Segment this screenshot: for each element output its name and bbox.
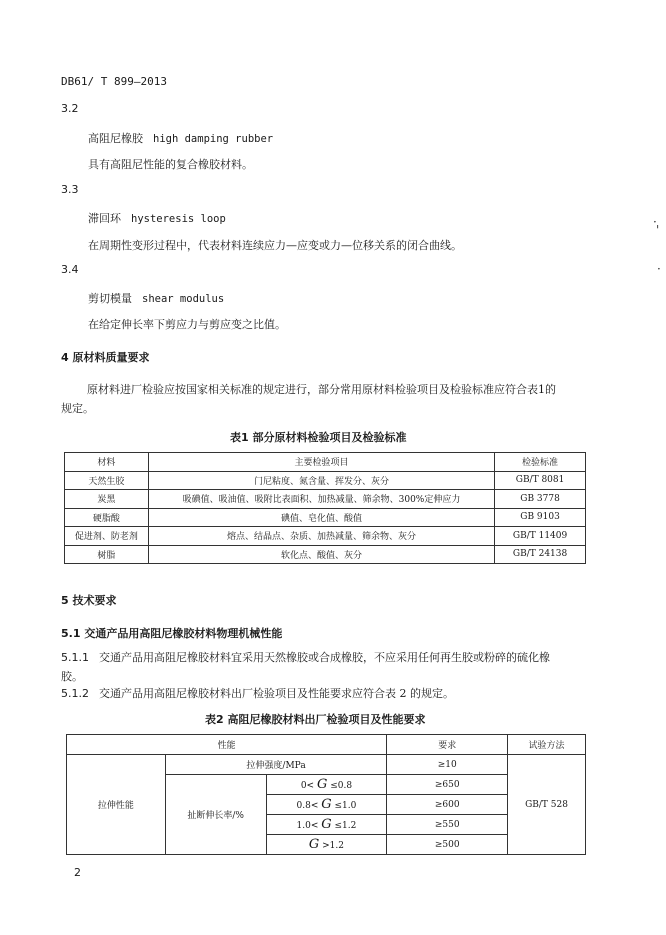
paragraph-line: 胶。	[61, 670, 83, 683]
clause-number: 3.3	[61, 183, 79, 196]
table-cell: 天然生胶	[65, 471, 149, 490]
header-cell: 主要检验项目	[148, 453, 494, 472]
table-cell: 促进剂、防老剂	[65, 527, 149, 546]
shear-modulus-symbol: G	[308, 837, 320, 852]
condition-lower: 0<	[300, 781, 317, 791]
table-row	[65, 471, 586, 490]
table-cell: ≥600	[387, 795, 508, 815]
section-heading: 5 技术要求	[61, 594, 117, 607]
condition-cell	[266, 815, 387, 835]
table-row	[65, 508, 586, 527]
properties-table	[66, 734, 586, 855]
table-caption: 表1 部分原材料检验项目及检验标准	[230, 431, 407, 444]
header-cell: 要求	[387, 735, 508, 755]
term-heading	[88, 210, 226, 226]
table-header-row	[67, 735, 586, 755]
method-cell: GB/T 528	[508, 755, 586, 855]
condition-lower: 0.8<	[296, 801, 322, 811]
group-cell: 拉伸性能	[67, 755, 166, 855]
condition-cell	[266, 795, 387, 815]
header-cell: 检验标准	[495, 453, 586, 472]
table-cell: 软化点、酸值、灰分	[148, 545, 494, 564]
table-cell: ≥550	[387, 815, 508, 835]
scan-mark: '	[656, 223, 660, 237]
subsection-heading: 5.1 交通产品用高阻尼橡胶材料物理机械性能	[61, 627, 283, 640]
table-row	[65, 545, 586, 564]
term-en: high damping rubber	[153, 133, 274, 145]
paragraph-line	[61, 648, 601, 667]
table-cell: ≥10	[387, 755, 508, 775]
table-row	[67, 755, 586, 775]
header-cell: 试验方法	[508, 735, 586, 755]
condition-upper: ≤1.0	[331, 801, 357, 811]
term-zh: 高阻尼橡胶	[88, 132, 143, 145]
clause-5-1-1	[61, 648, 601, 686]
paragraph-line: 规定。	[61, 402, 94, 415]
paragraph-line: 原材料进厂检验应按国家相关标准的规定进行，部分常用原材料检验项目及检验标准应符合表1的	[87, 383, 556, 396]
table-caption: 表2 高阻尼橡胶材料出厂检验项目及性能要求	[205, 713, 426, 726]
term-zh: 滞回环	[88, 212, 121, 225]
term-en: shear modulus	[142, 293, 225, 305]
clause-5-1-2	[61, 685, 454, 701]
condition-cell	[266, 775, 387, 795]
table-cell: GB 9103	[495, 508, 586, 527]
clause-number: 3.4	[61, 263, 79, 276]
term-heading	[88, 130, 273, 146]
section-heading: 4 原材料质量要求	[61, 351, 150, 364]
table-cell: 熔点、结晶点、杂质、加热减量、筛余物、灰分	[148, 527, 494, 546]
clause-number: 5.1.1	[61, 651, 89, 664]
table-cell: ≥500	[387, 835, 508, 855]
table-cell: 碘值、皂化值、酸值	[148, 508, 494, 527]
table-header-row	[65, 453, 586, 472]
condition-upper: ≤1.2	[331, 821, 357, 831]
clause-number: 5.1.2	[61, 687, 89, 700]
clause-text: 交通产品用高阻尼橡胶材料宜采用天然橡胶或合成橡胶，不应采用任何再生胶或粉碎的硫化橡	[99, 651, 550, 664]
header-cell: 材料	[65, 453, 149, 472]
condition-cell	[266, 835, 387, 855]
table-row	[65, 490, 586, 509]
table-cell: 拉伸强度/MPa	[165, 755, 387, 775]
clause-text: 交通产品用高阻尼橡胶材料出厂检验项目及性能要求应符合表 2 的规定。	[99, 687, 454, 700]
table-cell: 门尼粘度、氮含量、挥发分、灰分	[148, 471, 494, 490]
term-heading	[88, 290, 224, 306]
table-cell: 吸碘值、吸油值、吸附比表面积、加热减量、筛余物、300%定伸应力	[148, 490, 494, 509]
clause-number: 3.2	[61, 102, 79, 115]
table-cell: 扯断伸长率/%	[165, 775, 266, 855]
scan-mark: ·	[657, 262, 661, 276]
table-cell: GB/T 11409	[495, 527, 586, 546]
shear-modulus-symbol: G	[316, 777, 328, 792]
condition-lower: 1.0<	[296, 821, 322, 831]
scan-mark: ·	[653, 215, 657, 229]
table-cell: GB 3778	[495, 490, 586, 509]
table-cell: GB/T 24138	[495, 545, 586, 564]
table-row	[65, 527, 586, 546]
shear-modulus-symbol: G	[321, 797, 332, 812]
condition-upper: >1.2	[319, 841, 344, 851]
table-cell: ≥650	[387, 775, 508, 795]
table-cell: 树脂	[65, 545, 149, 564]
materials-table	[64, 452, 586, 564]
term-definition: 具有高阻尼性能的复合橡胶材料。	[88, 158, 253, 171]
shear-modulus-symbol: G	[321, 817, 332, 832]
table-cell: 硬脂酸	[65, 508, 149, 527]
table-cell: GB/T 8081	[495, 471, 586, 490]
table-cell: 炭黑	[65, 490, 149, 509]
section-paragraph	[61, 380, 601, 418]
condition-upper: ≤0.8	[327, 781, 353, 791]
term-definition: 在周期性变形过程中，代表材料连续应力—应变或力—位移关系的闭合曲线。	[88, 239, 462, 252]
term-zh: 剪切模量	[88, 292, 132, 305]
term-en: hysteresis loop	[131, 213, 226, 225]
header-cell: 性能	[67, 735, 387, 755]
standard-code: DB61/ T 899—2013	[61, 75, 167, 88]
page-number: 2	[74, 866, 81, 879]
term-definition: 在给定伸长率下剪应力与剪应变之比值。	[88, 318, 286, 331]
